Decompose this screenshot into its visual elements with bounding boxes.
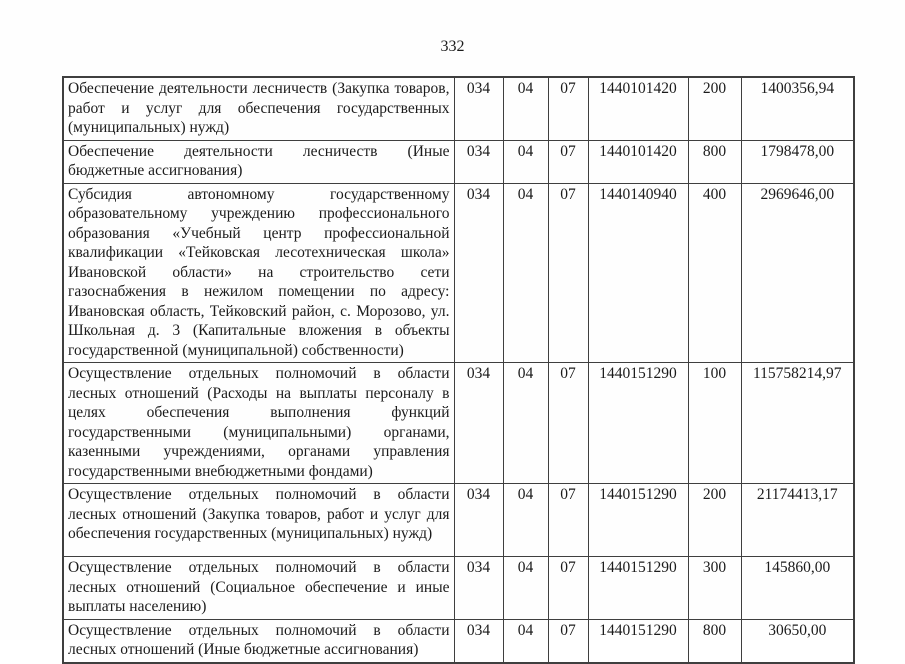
target-article-code: 1440151290 xyxy=(588,619,688,663)
page-number: 332 xyxy=(440,38,465,55)
amount: 2969646,00 xyxy=(741,183,854,363)
expense-type-code: 800 xyxy=(688,619,741,663)
expense-name: Осуществление отдельных полномочий в области лесных отношений (Расходы на выплаты персоналу в целях обеспечения выполнения функций государственными (муниципальными) органами, казенными учреждениями, органами управления государственными внебюджетными фондами) xyxy=(63,363,454,484)
amount: 1400356,94 xyxy=(741,77,854,140)
table-row xyxy=(63,140,854,183)
table-row xyxy=(63,183,854,363)
podrazdel-code: 07 xyxy=(548,484,588,557)
amount: 21174413,17 xyxy=(741,484,854,557)
grbs-code: 034 xyxy=(454,183,503,363)
table-row xyxy=(63,619,854,663)
budget-table-body xyxy=(63,77,854,663)
amount: 30650,00 xyxy=(741,619,854,663)
grbs-code: 034 xyxy=(454,619,503,663)
expense-type-code: 200 xyxy=(688,77,741,140)
expense-name: Субсидия автономному государственному образовательному учреждению профессионального образования «Учебный центр профессиональной квалификации «Тейковская лесотехническая школа» Ивановской области» на строительство сети газоснабжения в нежилом помещении по адресу: Ивановская область, Тейковский район, с. Морозово, ул. Школьная д. 3 (Капитальные вложения в объекты государственной (муниципальной) собственности) xyxy=(63,183,454,363)
expense-name: Осуществление отдельных полномочий в области лесных отношений (Закупка товаров, работ и услуг для обеспечения государственных (муниципальных) нужд) xyxy=(63,484,454,557)
razdel-code: 04 xyxy=(503,77,548,140)
podrazdel-code: 07 xyxy=(548,77,588,140)
razdel-code: 04 xyxy=(503,557,548,620)
expense-type-code: 400 xyxy=(688,183,741,363)
podrazdel-code: 07 xyxy=(548,140,588,183)
table-row xyxy=(63,557,854,620)
table-row xyxy=(63,363,854,484)
amount: 145860,00 xyxy=(741,557,854,620)
razdel-code: 04 xyxy=(503,363,548,484)
target-article-code: 1440101420 xyxy=(588,77,688,140)
expense-type-code: 800 xyxy=(688,140,741,183)
table-row xyxy=(63,484,854,557)
razdel-code: 04 xyxy=(503,484,548,557)
podrazdel-code: 07 xyxy=(548,619,588,663)
amount: 1798478,00 xyxy=(741,140,854,183)
target-article-code: 1440151290 xyxy=(588,557,688,620)
budget-table xyxy=(62,76,855,664)
razdel-code: 04 xyxy=(503,183,548,363)
grbs-code: 034 xyxy=(454,363,503,484)
podrazdel-code: 07 xyxy=(548,183,588,363)
grbs-code: 034 xyxy=(454,484,503,557)
podrazdel-code: 07 xyxy=(548,363,588,484)
podrazdel-code: 07 xyxy=(548,557,588,620)
amount: 115758214,97 xyxy=(741,363,854,484)
expense-name: Осуществление отдельных полномочий в области лесных отношений (Иные бюджетные ассигнования) xyxy=(63,619,454,663)
target-article-code: 1440101420 xyxy=(588,140,688,183)
expense-type-code: 100 xyxy=(688,363,741,484)
expense-type-code: 300 xyxy=(688,557,741,620)
razdel-code: 04 xyxy=(503,140,548,183)
table-row xyxy=(63,77,854,140)
expense-name: Обеспечение деятельности лесничеств (Закупка товаров, работ и услуг для обеспечения государственных (муниципальных) нужд) xyxy=(63,77,454,140)
razdel-code: 04 xyxy=(503,619,548,663)
expense-name: Обеспечение деятельности лесничеств (Иные бюджетные ассигнования) xyxy=(63,140,454,183)
target-article-code: 1440151290 xyxy=(588,363,688,484)
grbs-code: 034 xyxy=(454,140,503,183)
target-article-code: 1440140940 xyxy=(588,183,688,363)
target-article-code: 1440151290 xyxy=(588,484,688,557)
expense-type-code: 200 xyxy=(688,484,741,557)
grbs-code: 034 xyxy=(454,77,503,140)
expense-name: Осуществление отдельных полномочий в области лесных отношений (Социальное обеспечение и иные выплаты населению) xyxy=(63,557,454,620)
grbs-code: 034 xyxy=(454,557,503,620)
